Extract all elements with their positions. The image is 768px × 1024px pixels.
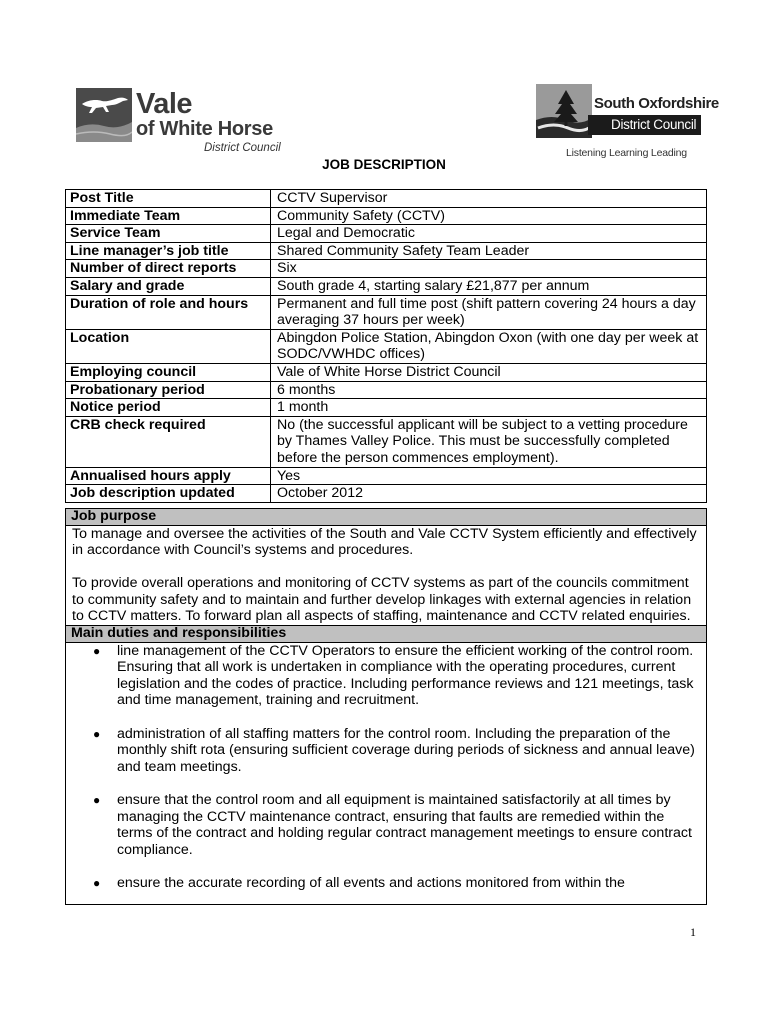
detail-label: Probationary period: [66, 381, 271, 399]
table-row: [66, 295, 707, 329]
duty-text: ensure that the control room and all equipment is maintained satisfactorily at all times by managing the CCTV maintenance contract, ensuring that faults are remedied within the terms of the contract and holding regular contract management meetings to ensure contract compliance.: [117, 791, 692, 858]
detail-label: Line manager’s job title: [66, 242, 271, 260]
document-title: JOB DESCRIPTION: [322, 157, 446, 172]
purpose-paragraph: To manage and oversee the activities of the South and Vale CCTV System efficiently and effectively in accordance with Council’s systems and procedures.: [72, 525, 697, 559]
detail-value: Abingdon Police Station, Abingdon Oxon (with one day per week at SODC/VWHDC offices): [271, 329, 707, 363]
list-item: [66, 792, 700, 858]
vale-logo-word: Vale: [136, 88, 193, 120]
detail-label: CRB check required: [66, 416, 271, 467]
table-row: [66, 485, 707, 503]
detail-label: Annualised hours apply: [66, 467, 271, 485]
table-row: [66, 399, 707, 417]
table-row: [66, 277, 707, 295]
detail-label: Location: [66, 329, 271, 363]
detail-label: Service Team: [66, 225, 271, 243]
list-item: [66, 726, 700, 776]
table-row: [66, 207, 707, 225]
detail-value: Vale of White Horse District Council: [271, 363, 707, 381]
table-row: [66, 242, 707, 260]
detail-value: CCTV Supervisor: [271, 190, 707, 208]
south-oxon-logo-council: District Council: [611, 117, 697, 132]
detail-value: 1 month: [271, 399, 707, 417]
list-item: [66, 643, 700, 709]
job-details-table: [65, 189, 707, 503]
detail-value: South grade 4, starting salary £21,877 per annum: [271, 277, 707, 295]
vale-of-white-horse-logo: [76, 86, 306, 156]
job-purpose-section: [65, 508, 707, 905]
detail-value: Yes: [271, 467, 707, 485]
duty-text: administration of all staffing matters for the control room. Including the preparation of the monthly shift rota (ensuring sufficient coverage during periods of sickness and annual leave) and team meetings.: [117, 725, 695, 775]
south-oxon-logo-name: South Oxfordshire: [594, 95, 719, 112]
duty-text: line management of the CCTV Operators to ensure the efficient working of the control room. Ensuring that all work is undertaken in compliance with the operating procedures, current legislation and the codes of practice. Including performance reviews and 121 meetings, task and time management, training and recruitment.: [117, 642, 694, 709]
table-row: [66, 416, 707, 467]
main-duties-heading: Main duties and responsibilities: [66, 625, 706, 643]
detail-value: October 2012: [271, 485, 707, 503]
purpose-paragraph: To provide overall operations and monitoring of CCTV systems as part of the councils commitment to community safety and to maintain and further develop linkages with external agencies in relation to CCTV matters. To forward plan all aspects of staffing, maintenance and CCTV related enquiries.: [72, 575, 692, 625]
vale-logo-subword: of White Horse: [136, 118, 273, 140]
table-row: [66, 190, 707, 208]
bullet-icon: ●: [93, 643, 101, 658]
detail-label: Number of direct reports: [66, 260, 271, 278]
detail-value: Shared Community Safety Team Leader: [271, 242, 707, 260]
vale-logo-council: District Council: [204, 142, 281, 154]
detail-label: Duration of role and hours: [66, 295, 271, 329]
main-duties-list: [66, 643, 706, 892]
detail-value: 6 months: [271, 381, 707, 399]
detail-label: Salary and grade: [66, 277, 271, 295]
table-row: [66, 363, 707, 381]
detail-value: Legal and Democratic: [271, 225, 707, 243]
detail-value: Six: [271, 260, 707, 278]
duty-text: ensure the accurate recording of all events and actions monitored from within the: [117, 874, 625, 891]
table-row: [66, 225, 707, 243]
job-purpose-heading: Job purpose: [66, 509, 706, 526]
page-number: 1: [690, 925, 696, 939]
table-row: [66, 381, 707, 399]
white-horse-emblem-icon: [76, 88, 132, 142]
detail-label: Immediate Team: [66, 207, 271, 225]
detail-label: Post Title: [66, 190, 271, 208]
detail-label: Notice period: [66, 399, 271, 417]
detail-value: Community Safety (CCTV): [271, 207, 707, 225]
south-oxon-tagline: Listening Learning Leading: [566, 147, 687, 159]
table-row: [66, 329, 707, 363]
bullet-icon: ●: [93, 792, 101, 807]
bullet-icon: ●: [93, 726, 101, 741]
tree-river-emblem-icon: [536, 84, 592, 138]
detail-value: No (the successful applicant will be subject to a vetting procedure by Thames Valley Police. This must be successfully completed before the person commences employment).: [271, 416, 707, 467]
bullet-icon: ●: [93, 875, 101, 890]
south-oxfordshire-logo: [536, 84, 719, 160]
job-purpose-body: [66, 526, 706, 626]
list-item: [66, 875, 700, 892]
table-row: [66, 467, 707, 485]
detail-label: Employing council: [66, 363, 271, 381]
detail-value: Permanent and full time post (shift pattern covering 24 hours a day averaging 37 hours per week): [271, 295, 707, 329]
table-row: [66, 260, 707, 278]
detail-label: Job description updated: [66, 485, 271, 503]
